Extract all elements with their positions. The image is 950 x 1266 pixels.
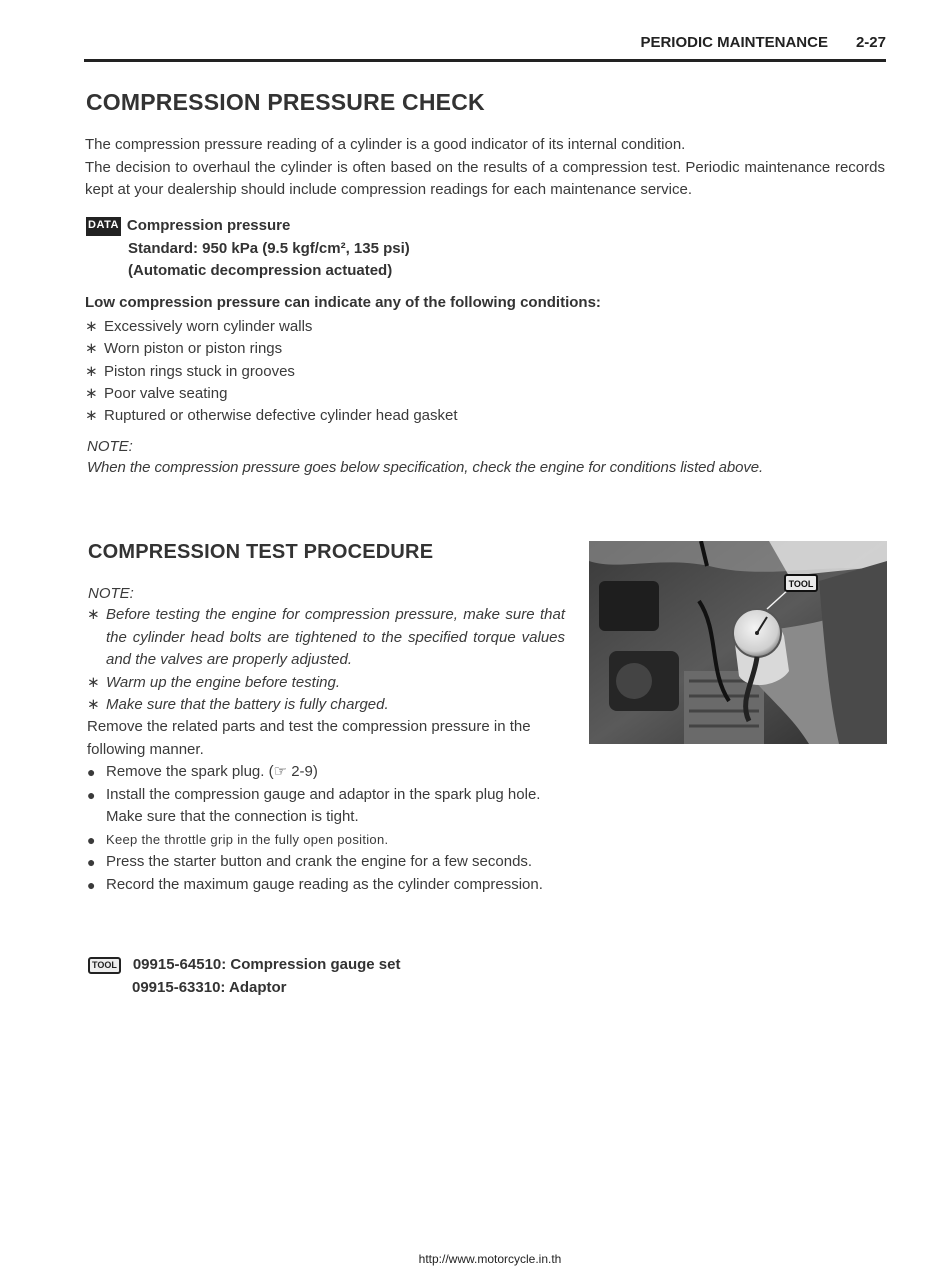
list-item: ● Install the compression gauge and adaptor in the spark plug hole. Make sure that the connection is tight. (87, 784, 565, 829)
asterisk-icon: ∗ (87, 673, 100, 691)
page-title: COMPRESSION PRESSURE CHECK (86, 89, 485, 115)
tool-item: 09915-64510: Compression gauge set (132, 956, 401, 973)
asterisk-icon: ∗ (87, 696, 100, 713)
list-item: ∗ Warm up the engine before testing. (87, 672, 565, 695)
procedure-steps (87, 761, 565, 896)
list-item: ● Keep the throttle grip in the fully open position. (87, 829, 565, 852)
procedure-note-label: NOTE: (88, 585, 134, 602)
low-compression-title: Low compression pressure can indicate any of the following conditions: (85, 294, 601, 311)
asterisk-icon: ∗ (85, 340, 98, 358)
bullet-icon: ● (87, 854, 96, 870)
list-item: ● Remove the spark plug. (☞ 2-9) (87, 761, 565, 784)
procedure-intro: Remove the related parts and test the compression pressure in the following manner. (87, 718, 531, 758)
asterisk-icon: ∗ (85, 384, 98, 402)
bullet-icon: ● (87, 831, 96, 848)
intro-line-2: The decision to overhaul the cylinder is often based on the results of a compression test. Periodic maintenance records kept at your dealership should include compression readings for each maintenance service. (85, 158, 885, 198)
section-title: PERIODIC MAINTENANCE (640, 34, 828, 51)
asterisk-icon: ∗ (85, 318, 98, 335)
note-text: When the compression pressure goes below specification, check the engine for conditions listed above. (87, 459, 764, 476)
spec-condition: (Automatic decompression actuated) (128, 262, 393, 279)
bullet-icon: ● (87, 764, 96, 780)
data-icon: DATA (86, 217, 121, 236)
list-item: ∗ Ruptured or otherwise defective cylinder head gasket (85, 405, 458, 427)
list-item: ∗ Worn piston or piston rings (85, 338, 458, 360)
compression-gauge-photo (589, 541, 887, 744)
procedure-notes (87, 604, 565, 717)
page-header (84, 34, 886, 62)
list-item: ● Press the starter button and crank the engine for a few seconds. (87, 851, 565, 874)
bullet-icon: ● (87, 876, 96, 893)
section-heading: COMPRESSION TEST PROCEDURE (88, 541, 434, 563)
list-item: ∗ Before testing the engine for compression pressure, make sure that the cylinder head bolts are tightened to the specified torque values and the valves are properly adjusted. (87, 604, 565, 672)
tool-icon: TOOL (88, 957, 121, 974)
list-item: ∗ Excessively worn cylinder walls (85, 316, 458, 338)
footer-url: http://www.motorcycle.in.th (418, 1252, 562, 1266)
low-compression-list (85, 316, 458, 427)
spec-block (86, 215, 410, 283)
asterisk-icon: ∗ (85, 362, 98, 380)
intro-paragraph (85, 134, 885, 202)
bullet-icon: ● (87, 786, 96, 803)
intro-line-1: The compression pressure reading of a cylinder is a good indicator of its internal condition. (85, 136, 686, 153)
tool-item: 09915-63310: Adaptor (132, 978, 287, 996)
photo-tool-label: TOOL (788, 579, 814, 589)
asterisk-icon: ∗ (87, 606, 100, 623)
tool-list (88, 954, 400, 999)
asterisk-icon: ∗ (85, 407, 98, 425)
page-number: 2-27 (855, 34, 886, 51)
list-item: ∗ Make sure that the battery is fully charged. (87, 694, 565, 717)
list-item: ● Record the maximum gauge reading as the cylinder compression. (87, 874, 565, 897)
note-label: NOTE: (87, 438, 133, 455)
spec-standard: Standard: 950 kPa (9.5 kgf/cm², 135 psi) (128, 239, 410, 257)
list-item: ∗ Poor valve seating (85, 383, 458, 405)
list-item: ∗ Piston rings stuck in grooves (85, 361, 458, 383)
spec-label: Compression pressure (126, 217, 291, 234)
